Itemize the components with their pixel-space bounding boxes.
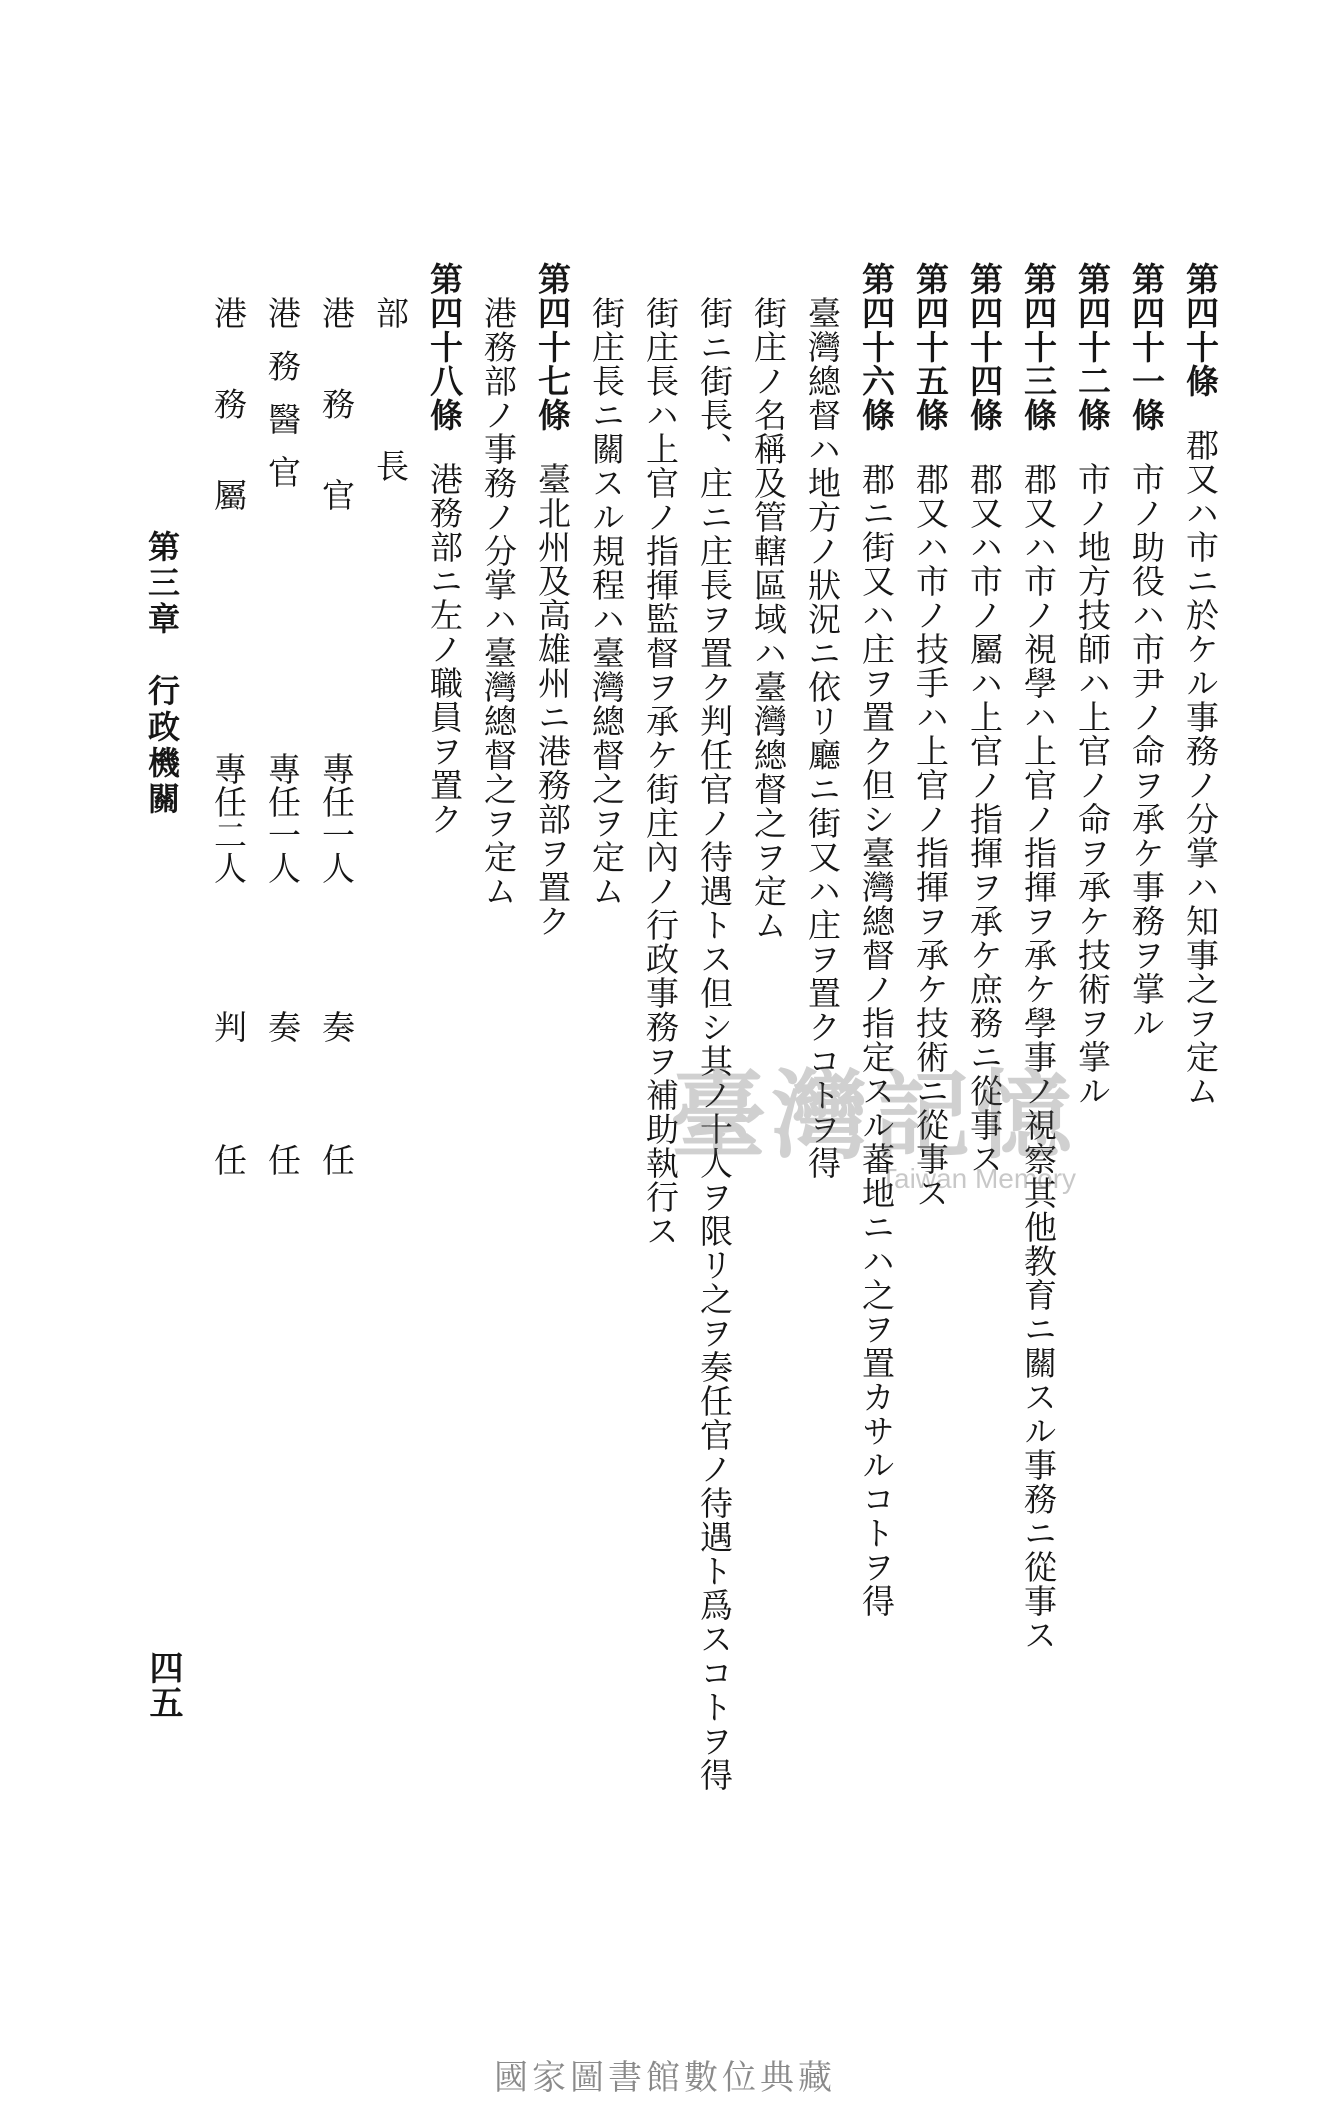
article-number: 第四十三條 xyxy=(1019,262,1058,432)
article-42 xyxy=(1073,262,1112,1108)
article-text: 臺北州及高雄州ニ港務部ヲ置ク xyxy=(533,462,572,938)
article-41 xyxy=(1127,262,1166,1040)
staff-title-port-medical-officer: 港務醫官 xyxy=(263,296,302,508)
article-46 xyxy=(857,262,896,1618)
staff-rank-port-officer: 奏任 xyxy=(317,1010,356,1276)
article-text: 郡ニ街又ハ庄ヲ置ク但シ臺灣總督ノ指定スル蕃地ニハ之ヲ置カサルコトヲ得 xyxy=(857,462,896,1618)
article-text: 郡又ハ市ノ視學ハ上官ノ指揮ヲ承ケ學事ノ視察其他教育ニ關スル事務ニ從事ス xyxy=(1019,462,1058,1652)
staff-title-port-officer: 港務官 xyxy=(317,296,356,569)
article-47 xyxy=(533,262,572,938)
staff-title-port-clerk: 港務屬 xyxy=(209,296,248,569)
article-number: 第四十二條 xyxy=(1073,262,1112,432)
article-46-para-2: 臺灣總督ハ地方ノ狀況ニ依リ廳ニ街又ハ庄ヲ置クコトヲ得 xyxy=(803,296,842,1180)
article-47-para-2: 港務部ノ事務ノ分掌ハ臺灣總督之ヲ定ム xyxy=(479,296,518,908)
footer-credit: 國家圖書館數位典藏 xyxy=(494,2058,836,2098)
staff-rank-port-medical-officer: 奏任 xyxy=(263,1010,302,1276)
page-number: 四五 xyxy=(143,1650,183,1720)
article-number: 第四十條 xyxy=(1181,262,1220,398)
article-43 xyxy=(1019,262,1058,1652)
article-46-para-6: 街庄長ニ關スル規程ハ臺灣總督之ヲ定ム xyxy=(587,296,626,908)
article-number: 第四十四條 xyxy=(965,262,1004,432)
article-number: 第四十五條 xyxy=(911,262,950,432)
staff-title-department-head: 部長 xyxy=(371,296,410,602)
article-44 xyxy=(965,262,1004,1176)
article-text: 郡又ハ市ニ於ケル事務ノ分掌ハ知事之ヲ定ム xyxy=(1181,428,1220,1108)
article-text: 郡又ハ市ノ技手ハ上官ノ指揮ヲ承ケ技術ニ從事ス xyxy=(911,462,950,1210)
watermark-main-text: 臺灣記憶 xyxy=(670,1059,1078,1172)
article-text: 市ノ助役ハ市尹ノ命ヲ承ケ事務ヲ掌ル xyxy=(1127,462,1166,1040)
article-46-para-3: 街庄ノ名稱及管轄區域ハ臺灣總督之ヲ定ム xyxy=(749,296,788,942)
article-text: 郡又ハ市ノ屬ハ上官ノ指揮ヲ承ケ庶務ニ從事ス xyxy=(965,462,1004,1176)
article-48 xyxy=(425,262,464,836)
staff-rank-port-clerk: 判任 xyxy=(209,1010,248,1276)
article-text: 市ノ地方技師ハ上官ノ命ヲ承ケ技術ヲ掌ル xyxy=(1073,462,1112,1108)
article-46-para-4: 街ニ街長、庄ニ庄長ヲ置ク判任官ノ待遇トス但シ其ノ十人ヲ限リ之ヲ奏任官ノ待遇ト爲スコトヲ得 xyxy=(695,296,734,1792)
staff-count-port-medical-officer: 專任一人 xyxy=(263,752,302,884)
chapter-header: 第三章 行政機關 xyxy=(143,530,181,818)
watermark-logo xyxy=(670,1040,1090,1194)
article-number: 第四十六條 xyxy=(857,262,896,432)
article-text: 港務部ニ左ノ職員ヲ置ク xyxy=(425,462,464,836)
staff-count-port-clerk: 專任二人 xyxy=(209,752,248,884)
article-number: 第四十八條 xyxy=(425,262,464,432)
staff-count-port-officer: 專任一人 xyxy=(317,752,356,884)
article-40 xyxy=(1181,262,1220,1108)
article-46-para-5: 街庄長ハ上官ノ指揮監督ヲ承ケ街庄內ノ行政事務ヲ補助執行ス xyxy=(641,296,680,1248)
article-number: 第四十一條 xyxy=(1127,262,1166,432)
article-number: 第四十七條 xyxy=(533,262,572,432)
watermark-sub-text: Taiwan Memory xyxy=(880,1163,1077,1194)
